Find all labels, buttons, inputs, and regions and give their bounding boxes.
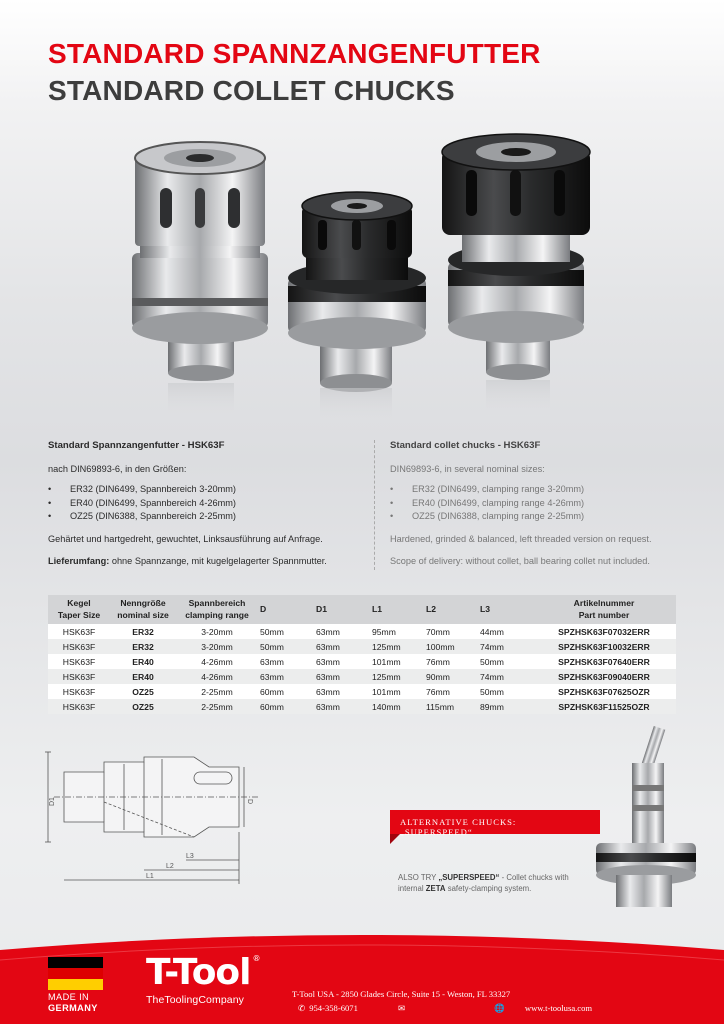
table-cell: 125mm [372,671,401,682]
col-header-l2: L2 [426,603,437,614]
table-cell: 63mm [316,656,340,667]
globe-icon: 🌐 [494,1003,505,1013]
table-cell: 101mm [372,656,401,667]
column-divider [374,440,375,570]
table-cell: 63mm [316,641,340,652]
list-item: • ER32 (DIN6499, Spannbereich 3-20mm) [48,483,368,495]
table-cell: ER40 [132,656,154,667]
delivery-text: ohne Spannzange, mit kugelgelagerter Spannmutter. [111,556,327,567]
description-note: Hardened, grinded & balanced, left threaded version on request. [390,533,652,544]
germany-flag-icon [48,957,103,990]
dim-label-d1: D1 [49,797,56,806]
table-cell: OZ25 [132,701,154,712]
list-item: • OZ25 (DIN6388, clamping range 2-25mm) [390,510,710,522]
page-title-german: STANDARD SPANNZANGENFUTTER [48,38,541,69]
dim-label-l3: L3 [186,853,194,860]
table-row [48,699,676,714]
table-cell: 4-26mm [201,671,233,682]
table-cell: SPZHSK63F07640ERR [558,656,650,667]
col-header-nominal: Nenngröße nominal size [117,598,169,620]
table-cell: 3-20mm [201,641,233,652]
spec-table [48,595,676,714]
table-cell: HSK63F [62,656,96,667]
dim-label-l1: L1 [146,873,154,880]
banner-fold [390,834,400,844]
table-row [48,654,676,669]
table-cell: ER40 [132,671,154,682]
table-cell: 50mm [260,626,284,637]
table-cell: 74mm [480,671,504,682]
size-list [390,483,710,522]
list-item: • ER40 (DIN6499, clamping range 4-26mm) [390,497,710,509]
description-german [48,440,368,577]
table-cell: HSK63F [62,701,96,712]
table-cell: SPZHSK63F07032ERR [558,626,650,637]
delivery-scope [48,555,368,567]
page-title-english: STANDARD COLLET CHUCKS [48,75,455,106]
table-cell: 115mm [426,701,455,712]
table-cell: 89mm [480,701,504,712]
description-heading: Standard collet chucks - HSK63F [390,440,541,451]
list-item: • ER32 (DIN6499, clamping range 3-20mm) [390,483,710,495]
table-cell: 63mm [260,656,284,667]
table-cell: 101mm [372,686,401,697]
table-cell: ER32 [132,641,154,652]
table-cell: SPZHSK63F11525OZR [558,701,650,712]
table-cell: 70mm [426,626,450,637]
footer-band [0,930,724,1024]
table-cell: OZ25 [132,686,154,697]
table-cell: 95mm [372,626,396,637]
dim-label-d: D [246,799,253,805]
company-address: T-Tool USA - 2850 Glades Circle, Suite 15 - Weston, FL 33327 [292,989,511,999]
table-cell: 60mm [260,701,284,712]
description-english [390,440,710,577]
col-header-taper: Kegel Taper Size [57,598,101,620]
table-row [48,684,676,699]
size-list [48,483,368,522]
table-cell: 140mm [372,701,401,712]
table-cell: 2-25mm [201,701,233,712]
table-cell: 76mm [426,686,450,697]
list-item: • ER40 (DIN6499, Spannbereich 4-26mm) [48,497,368,509]
table-cell: ER32 [132,626,154,637]
table-cell: 50mm [480,686,504,697]
table-cell: 63mm [316,701,340,712]
technical-drawing [44,742,264,892]
table-row [48,669,676,684]
col-header-clamping: Spannbereich clamping range [185,598,249,620]
table-cell: 63mm [316,686,340,697]
table-cell: SPZHSK63F10032ERR [558,641,650,652]
table-row [48,639,676,654]
email-icon[interactable]: ✉ [398,1003,406,1013]
description-heading: Standard Spannzangenfutter - HSK63F [48,440,225,451]
list-item: • OZ25 (DIN6388, Spannbereich 2-25mm) [48,510,368,522]
table-row [48,624,676,639]
table-cell: 50mm [260,641,284,652]
product-image-superspeed-chuck [588,725,698,925]
col-header-d1: D1 [316,603,327,614]
website-link[interactable]: 🌐 www.t-toolusa.com [494,1003,593,1013]
table-body [48,624,676,714]
table-cell: 44mm [480,626,504,637]
phone-contact[interactable]: ✆ 954-358-6071 [298,1003,358,1013]
table-cell: HSK63F [62,626,96,637]
delivery-label: Lieferumfang: [48,556,110,567]
product-image-oz25-chuck [436,132,596,432]
table-cell: 60mm [260,686,284,697]
table-cell: 2-25mm [201,686,233,697]
table-cell: 63mm [316,626,340,637]
col-header-l1: L1 [372,603,383,614]
table-cell: 63mm [260,671,284,682]
table-cell: 100mm [426,641,455,652]
product-image-er32-chuck [282,178,432,438]
table-cell: 4-26mm [201,656,233,667]
table-cell: HSK63F [62,686,96,697]
dim-label-l2: L2 [166,863,174,870]
col-header-d: D [260,603,267,614]
col-header-l3: L3 [480,603,491,614]
table-header-row [48,595,676,624]
made-in-germany: MADE IN GERMANY [48,992,98,1013]
table-cell: 74mm [480,641,504,652]
table-cell: 76mm [426,656,450,667]
table-cell: SPZHSK63F07625OZR [558,686,650,697]
table-cell: HSK63F [62,641,96,652]
alternative-chucks-banner: ALTERNATIVE CHUCKS: „SUPERSPEED“ [390,810,600,834]
table-cell: 63mm [316,671,340,682]
col-header-part-number: Artikelnummer Part number [573,598,635,620]
delivery-scope: Scope of delivery: without collet, ball bearing collet nut included. [390,556,650,567]
company-logo[interactable]: T-Tool ® TheToolingCompany [146,952,260,1006]
table-cell: HSK63F [62,671,96,682]
phone-icon: ✆ [298,1003,306,1013]
description-intro: nach DIN69893-6, in den Größen: [48,463,187,474]
product-image-er40-chuck [120,138,280,438]
superspeed-promo-text: ALSO TRY „SUPERSPEED“ - Collet chucks with internal ZETA safety-clamping system. [398,873,569,893]
table-cell: 50mm [480,656,504,667]
company-tagline: TheToolingCompany [146,994,245,1006]
description-note: Gehärtet und hartgedreht, gewuchtet, Linksausführung auf Anfrage. [48,533,323,544]
table-cell: SPZHSK63F09040ERR [558,671,650,682]
description-intro: DIN69893-6, in several nominal sizes: [390,463,545,474]
table-cell: 90mm [426,671,450,682]
table-cell: 125mm [372,641,401,652]
table-cell: 3-20mm [201,626,233,637]
